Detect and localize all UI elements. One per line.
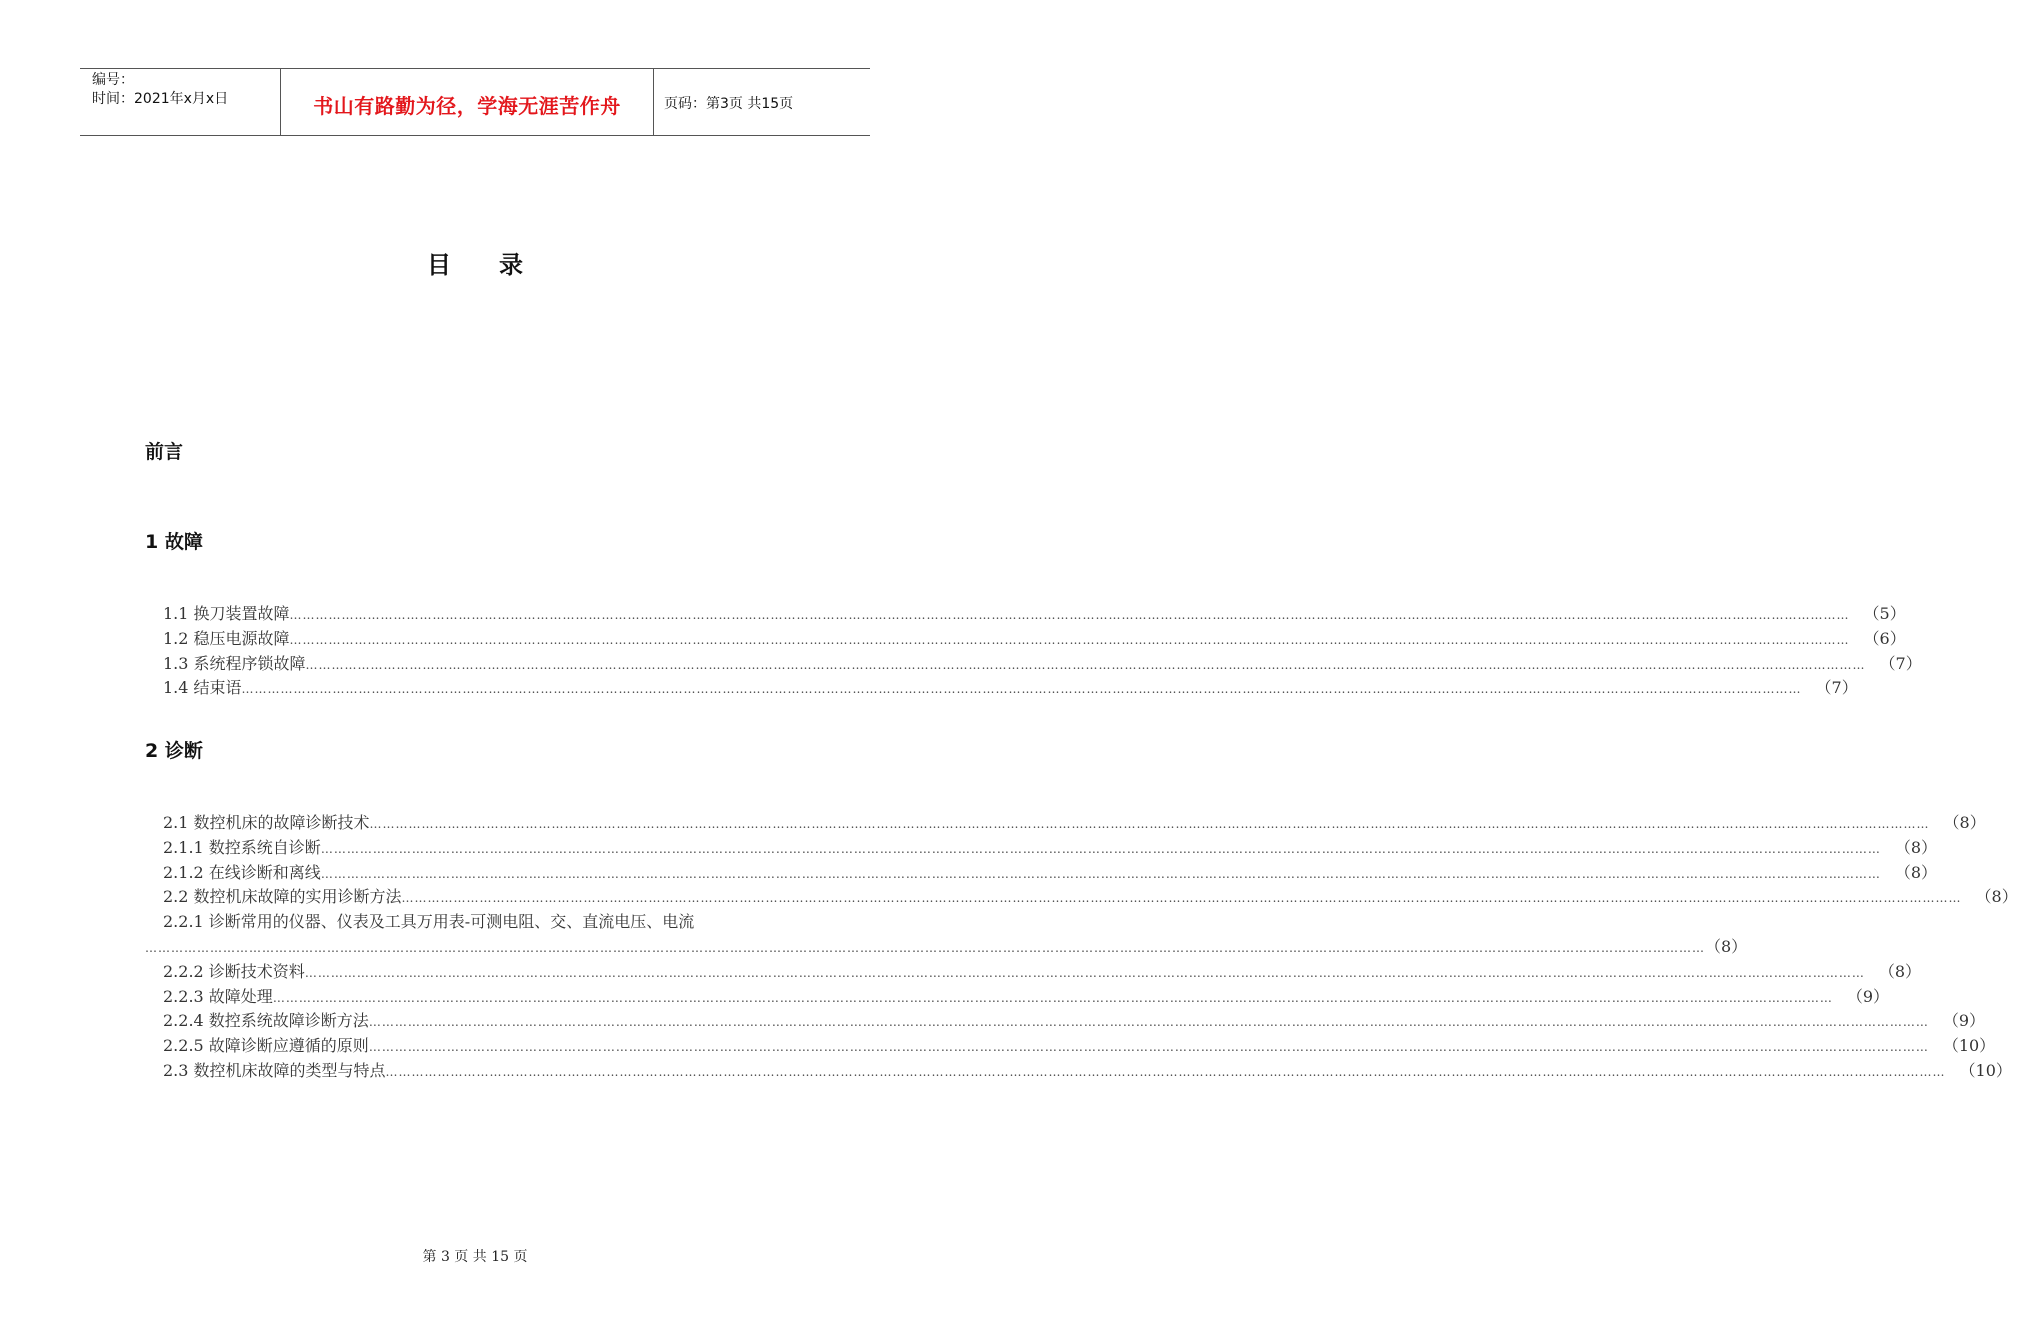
- toc-entry-text: 2.1 数控机床的故障诊断技术: [163, 813, 370, 832]
- toc-entry[interactable]: [145, 602, 1906, 627]
- toc-leader-dots: ………………………………………………………………………………………………………………………………………………………………………………………………………………………………………………………………………………………………………………………………: [305, 657, 1866, 672]
- toc-leader-dots: ………………………………………………………………………………………………………………………………………………………………………………………………………………………………………………………………………………………………………………………………: [320, 841, 1881, 856]
- section-diagnosis[interactable]: 2 诊断: [145, 740, 203, 762]
- page-footer: 第 3 页 共 15 页: [422, 1249, 528, 1265]
- toc-entry-page: （9）: [1942, 1011, 1985, 1031]
- number-label: 编号：: [92, 72, 134, 88]
- toc-entry-text: 2.2.4 数控系统故障诊断方法: [163, 1011, 369, 1031]
- toc-entry[interactable]: [145, 910, 805, 935]
- toc-entry[interactable]: [145, 676, 1858, 701]
- toc-entry[interactable]: [145, 811, 1986, 836]
- header-meta: [80, 69, 281, 135]
- toc-entry-text: 2.1.1 数控系统自诊断: [163, 837, 321, 857]
- toc-leader-dots: ………………………………………………………………………………………………………………………………………………………………………………………………………………………………………………………………………………………………………………………………: [145, 940, 1705, 955]
- page-title: 目录: [427, 251, 571, 279]
- section-preface[interactable]: 前言: [145, 441, 184, 463]
- toc-leader-dots: ………………………………………………………………………………………………………………………………………………………………………………………………………………………………………………………………………………………………………………………………: [320, 866, 1881, 881]
- toc-entry-text: 2.2.2 诊断技术资料: [163, 961, 305, 981]
- toc-leader-dots: ………………………………………………………………………………………………………………………………………………………………………………………………………………………………………………………………………………………………………………………………: [272, 990, 1833, 1005]
- toc-leader-dots: ………………………………………………………………………………………………………………………………………………………………………………………………………………………………………………………………………………………………………………………………: [368, 1015, 1929, 1030]
- toc-entry-text: 2.2.5 故障诊断应遵循的原则: [163, 1036, 369, 1056]
- toc-entry-page: （7）: [1879, 653, 1922, 673]
- toc-entry-text: 2.2.1 诊断常用的仪器、仪表及工具万用表-可测电阻、交、直流电压、电流: [163, 912, 695, 932]
- section-fault[interactable]: 1 故障: [145, 531, 203, 553]
- toc-entry-text: 1.3 系统程序锁故障: [163, 653, 306, 673]
- toc-entry-page: （5）: [1863, 604, 1906, 623]
- toc-entry-page: （8）: [1894, 837, 1937, 857]
- toc-entry-page: （9）: [1846, 986, 1889, 1006]
- time-label: 时间：2021年x月x日: [92, 91, 229, 107]
- toc-leader-dots: ………………………………………………………………………………………………………………………………………………………………………………………………………………………………………………………………………………………………………………………………: [369, 817, 1930, 831]
- toc-leader-dots: ………………………………………………………………………………………………………………………………………………………………………………………………………………………………………………………………………………………………………………………………: [289, 608, 1850, 622]
- header-motto: 书山有路勤为径，学海无涯苦作舟: [281, 69, 654, 135]
- toc-entry-text: 1.1 换刀装置故障: [163, 604, 290, 623]
- toc-entry-page: （6）: [1863, 628, 1906, 648]
- page-header: [80, 68, 870, 136]
- toc-diagnosis-list: [145, 811, 2018, 1084]
- toc-entry[interactable]: [145, 985, 1889, 1010]
- toc-entry-page: （7）: [1815, 678, 1858, 698]
- toc-entry-text: 1.2 稳压电源故障: [163, 628, 290, 648]
- toc-entry[interactable]: [145, 885, 2018, 910]
- toc-leader-dots: ………………………………………………………………………………………………………………………………………………………………………………………………………………………………………………………………………………………………………………………………: [385, 1064, 1946, 1079]
- toc-entry-text: 1.4 结束语: [163, 678, 242, 698]
- toc-entry[interactable]: [145, 861, 1937, 886]
- toc-leader-dots: ………………………………………………………………………………………………………………………………………………………………………………………………………………………………………………………………………………………………………………………………: [368, 1040, 1929, 1055]
- toc-entry-page: （8）: [1975, 887, 2018, 907]
- toc-leader-dots: ………………………………………………………………………………………………………………………………………………………………………………………………………………………………………………………………………………………………………………………………: [401, 891, 1962, 906]
- toc-entry-text: 2.1.2 在线诊断和离线: [163, 862, 321, 882]
- toc-entry-page: （8）: [1943, 813, 1986, 832]
- toc-entry[interactable]: [145, 627, 1906, 652]
- toc-leader-dots: ………………………………………………………………………………………………………………………………………………………………………………………………………………………………………………………………………………………………………………………………: [289, 632, 1850, 647]
- toc-entry-text: 2.2 数控机床故障的实用诊断方法: [163, 887, 402, 907]
- toc-entry[interactable]: [145, 1034, 1996, 1059]
- toc-entry-page: （10）: [1959, 1060, 2012, 1080]
- toc-entry[interactable]: [145, 960, 1921, 985]
- toc-entry-page: （10）: [1942, 1036, 1996, 1056]
- toc-leader-dots: ………………………………………………………………………………………………………………………………………………………………………………………………………………………………………………………………………………………………………………………………: [304, 965, 1865, 980]
- header-page-info: 页码：第3页 共15页: [664, 96, 794, 112]
- toc-entry-page: （8）: [1894, 862, 1937, 882]
- toc-entry-page: （8）: [1878, 961, 1921, 981]
- toc-entry[interactable]: [145, 836, 1937, 861]
- toc-entry-continuation[interactable]: [145, 935, 1748, 960]
- toc-fault-list: [145, 602, 1922, 701]
- toc-leader-dots: ………………………………………………………………………………………………………………………………………………………………………………………………………………………………………………………………………………………………………………………………: [241, 682, 1802, 697]
- toc-entry[interactable]: [145, 1009, 1985, 1034]
- toc-entry-text: 2.2.3 故障处理: [163, 986, 273, 1006]
- toc-entry[interactable]: [145, 1059, 2012, 1084]
- toc-entry-text: 2.3 数控机床故障的类型与特点: [163, 1060, 386, 1080]
- toc-entry-page: （8）: [1705, 936, 1748, 956]
- toc-entry[interactable]: [145, 652, 1922, 677]
